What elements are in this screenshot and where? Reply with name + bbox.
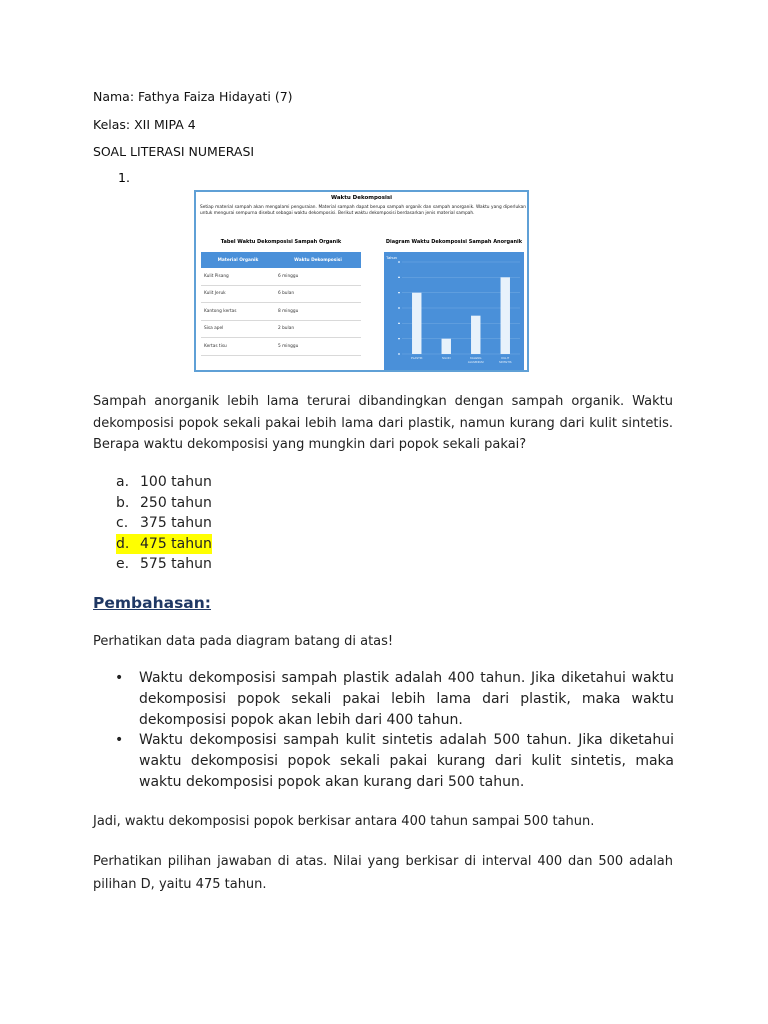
section-title: SOAL LITERASI NUMERASI [93, 144, 255, 159]
option-letter: c. [116, 515, 129, 532]
final-answer-text: Perhatikan pilihan jawaban di atas. Nilai yang berkisar di interval 400 dan 500 adalah pilihan D, yaitu 475 tahun. [93, 854, 673, 892]
organic-table [201, 252, 361, 356]
y-tick-mark [398, 277, 400, 278]
y-tick-mark [398, 353, 400, 354]
y-tick-mark [398, 307, 400, 308]
conclusion-text: Jadi, waktu dekomposisi popok berkisar antara 400 tahun sampai 500 tahun. [93, 814, 595, 829]
option-b[interactable] [116, 493, 212, 514]
table-title: Tabel Waktu Dekomposisi Sampah Organik [220, 239, 342, 245]
option-letter: d. [116, 534, 140, 555]
discussion-heading: Pembahasan: [93, 594, 211, 612]
x-tick-label: KULIT [501, 356, 510, 360]
answer-options [116, 472, 212, 575]
bullet-text: Waktu dekomposisi sampah kulit sintetis adalah 500 tahun. Jika diketahui waktu dekomposisi popok sekali pakai kurang dari kulit sintetis, maka waktu dekomposisi popok akan kurang dari 500 tahun. [139, 732, 674, 790]
table-cell: Kulit Pisang [201, 268, 275, 285]
option-text: 375 tahun [140, 515, 212, 532]
student-name: Nama: Fathya Faiza Hidayati (7) [93, 89, 293, 104]
bullet-text: Waktu dekomposisi sampah plastik adalah 400 tahun. Jika diketahui waktu dekomposisi popok sekali pakai lebih lama dari plastik, maka waktu dekomposisi popok akan lebih dari 400 tahun. [139, 670, 674, 728]
y-tick-mark [398, 323, 400, 324]
decomposition-figure [194, 190, 529, 372]
question-number: 1. [118, 170, 130, 185]
table-cell: Sisa apel [201, 320, 275, 338]
option-text: 475 tahun [140, 535, 212, 552]
option-text: 250 tahun [140, 494, 212, 511]
option-c[interactable] [116, 513, 212, 534]
table-cell: 8 minggu [275, 303, 361, 321]
figure-intro: Setiap material sampah akan mengalami penguraian. Material sampah dapat berupa sampah organik dan sampah anorganik. Waktu yang diperlukan untuk mengurai sempurna disebut sebagai waktu dekomposisi. Berikut waktu dekomposisi berdasarkan jenis material sampah. [200, 205, 526, 216]
inorganic-bar-chart [384, 252, 524, 370]
option-text: 100 tahun [140, 474, 212, 490]
table-cell: 2 bulan [275, 320, 361, 338]
table-cell: Kertas tisu [201, 338, 275, 356]
bullet-icon: • [115, 670, 124, 686]
table-row [201, 285, 361, 303]
option-d-highlighted[interactable] [116, 534, 212, 555]
x-tick-label: KALENG [470, 356, 482, 360]
table-row [201, 268, 361, 285]
table-cell: Kantong kertas [201, 303, 275, 321]
table-row [201, 320, 361, 338]
x-tick-label: NILON [441, 356, 451, 360]
option-text: 575 tahun [140, 556, 212, 573]
table-cell: 6 bulan [275, 285, 361, 303]
option-e[interactable] [116, 554, 212, 575]
table-cell: 6 minggu [275, 268, 361, 285]
bar [412, 293, 421, 354]
x-tick-label: PLASTIK [410, 356, 423, 360]
list-item [115, 668, 674, 730]
y-axis-label: Tahun [386, 255, 397, 260]
table-header-row [201, 252, 361, 268]
option-letter: b. [116, 494, 130, 511]
table-cell: Kulit Jeruk [201, 285, 275, 303]
y-tick-mark [398, 338, 400, 339]
discussion-bullets [115, 668, 674, 793]
table-header: Waktu Dekomposisi [275, 252, 361, 268]
table-row [201, 303, 361, 321]
x-tick-label: ALUMINIUM [467, 360, 484, 364]
figure-title: Waktu Dekomposisi [330, 195, 393, 201]
x-tick-label: SINTETIS [498, 360, 512, 364]
table-header: Material Organik [201, 252, 275, 268]
question-text: Sampah anorganik lebih lama terurai dibandingkan dengan sampah organik. Waktu dekomposisi popok sekali pakai lebih lama dari plastik, namun kurang dari kulit sintetis. Berapa waktu dekomposisi yang mungkin dari popok sekali pakai? [93, 394, 673, 452]
chart-title: Diagram Waktu Dekomposisi Sampah Anorganik [385, 239, 523, 245]
discussion-intro: Perhatikan data pada diagram batang di atas! [93, 634, 394, 649]
bar [442, 339, 451, 354]
y-tick-mark [398, 292, 400, 293]
table-row [201, 338, 361, 356]
option-letter: a. [116, 474, 130, 490]
option-letter: e. [116, 556, 130, 573]
option-a[interactable] [116, 472, 212, 493]
table-cell: 5 minggu [275, 338, 361, 356]
bar [501, 277, 510, 354]
list-item [115, 730, 674, 792]
bar [471, 316, 480, 354]
bullet-icon: • [115, 732, 124, 749]
y-tick-mark [398, 261, 400, 262]
class-label: Kelas: XII MIPA 4 [93, 117, 196, 132]
